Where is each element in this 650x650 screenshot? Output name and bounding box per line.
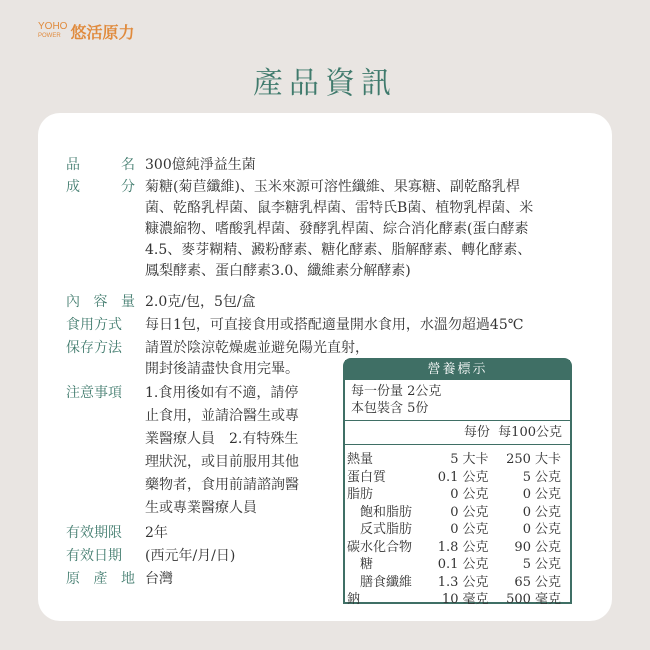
row-label: [66, 475, 135, 496]
row-ingredients: [66, 219, 528, 240]
row-content: [66, 292, 256, 313]
row-notes: [66, 406, 299, 427]
row-ingredients: [66, 177, 520, 198]
row-label: [66, 261, 135, 282]
row-value: 請置於陰涼乾燥處並避免陽光直射，: [145, 340, 369, 356]
label-char: 有效日期: [66, 548, 122, 564]
nutrition-v1: 1.3: [437, 574, 459, 590]
row-usage: [66, 315, 523, 336]
nutrition-name: 飽和脂肪: [347, 504, 413, 520]
row-notes: [66, 452, 299, 473]
nutrition-column-headers: [345, 421, 570, 445]
nutrition-v2: 0: [522, 487, 531, 502]
nutrition-u1: 公克: [462, 557, 489, 572]
row-value: 菊糖(菊苣纖維)、玉米來源可溶性纖維、果寡糖、副乾酪乳桿: [145, 179, 520, 195]
nutrition-name: 碳水化合物: [347, 539, 413, 555]
row-value: 台灣: [145, 571, 173, 587]
label-char: 產: [93, 571, 108, 587]
label-char: 保存方法: [66, 340, 122, 356]
nutrition-name: 脂肪: [347, 487, 374, 502]
nutrition-u1: 大卡: [462, 452, 489, 467]
nutrition-u1: 毫克: [462, 592, 489, 607]
row-value: 藥物者，食用前請諮詢醫: [145, 477, 299, 493]
row-label: [66, 569, 135, 590]
row-value: 1.食用後如有不適，請停: [145, 385, 299, 401]
row-label: [66, 155, 135, 176]
nutrition-v1: 0: [450, 504, 459, 520]
nutrition-row: [345, 451, 570, 469]
nutrition-u2: 公克: [534, 557, 561, 572]
row-expiry: [66, 546, 235, 567]
row-label: [66, 383, 135, 404]
nutrition-u2: 公克: [534, 487, 561, 502]
row-label: [66, 498, 135, 519]
row-label: [66, 546, 135, 567]
nutrition-v1: 0.1: [437, 557, 459, 572]
row-storage: [66, 338, 369, 359]
row-value: 開封後請盡快食用完畢。: [145, 361, 299, 377]
row-shelf-life: [66, 523, 168, 544]
nutrition-row: [345, 469, 570, 487]
nutrition-v2: 0: [522, 522, 531, 537]
nutrition-row: [345, 521, 570, 539]
nutrition-row: [345, 591, 570, 609]
row-label: [66, 240, 135, 261]
row-value: 每日1包，可直接食用或搭配適量開水食用，水溫勿超過45℃: [145, 317, 524, 333]
nutrition-row: [345, 574, 570, 592]
nutrition-v2: 250: [506, 452, 531, 467]
row-label: [66, 406, 135, 427]
label-char: 食用方式: [66, 317, 122, 333]
nutrition-v2: 5: [522, 469, 531, 485]
row-notes: [66, 475, 299, 496]
row-notes: [66, 498, 257, 519]
col-per-serving: 每份: [463, 425, 490, 440]
page-title: 產品資訊: [253, 66, 397, 101]
row-label: [66, 198, 135, 219]
nutrition-row: [345, 539, 570, 557]
row-value: 2年: [145, 525, 168, 541]
row-label: [66, 523, 135, 544]
row-value: 4.5、麥芽糊精、澱粉酵素、糖化酵素、脂解酵素、轉化酵素、: [145, 242, 532, 258]
nutrition-u2: 大卡: [534, 452, 561, 467]
row-label: [66, 315, 135, 336]
serving-info: [345, 380, 570, 421]
label-char: 地: [121, 571, 135, 587]
nutrition-name: 膳食纖維: [347, 574, 413, 590]
nutrition-u2: 公克: [534, 504, 561, 520]
nutrition-name: 鈉: [347, 592, 361, 607]
row-notes: [66, 429, 298, 450]
brand-logo-zh: 悠活原力: [70, 25, 135, 42]
row-value: 止食用，並請洽醫生或專: [145, 408, 299, 424]
row-label: [66, 452, 135, 473]
label-char: 注意事項: [66, 385, 122, 401]
nutrition-u2: 毫克: [534, 592, 561, 607]
row-ingredients: [66, 240, 531, 261]
nutrition-v1: 0.1: [437, 469, 459, 485]
row-label: [66, 338, 135, 359]
brand-logo: [38, 20, 134, 43]
row-value: 300億純淨益生菌: [145, 157, 256, 173]
nutrition-v1: 5: [450, 452, 459, 467]
serving-size: 每一份量 2公克: [351, 384, 442, 399]
row-name: [66, 155, 256, 176]
row-label: [66, 177, 135, 198]
nutrition-v2: 0: [522, 504, 531, 520]
nutrition-v2: 65: [514, 574, 531, 590]
label-char: 成: [66, 179, 80, 195]
nutrition-facts-table: [343, 358, 572, 607]
label-char: 容: [93, 294, 108, 310]
nutrition-u2: 公克: [534, 469, 561, 485]
nutrition-name: 熱量: [347, 452, 374, 467]
col-per-100g: 每100公克: [498, 425, 562, 440]
nutrition-u1: 公克: [462, 574, 489, 590]
label-char: 內: [66, 294, 80, 310]
label-char: 有效期限: [66, 525, 122, 541]
row-label: [66, 359, 135, 380]
nutrition-u2: 公克: [534, 539, 561, 555]
row-value: 2.0克/包，5包/盒: [145, 294, 256, 310]
nutrition-row: [345, 504, 570, 522]
row-notes: [66, 383, 298, 404]
nutrition-u1: 公克: [462, 539, 489, 555]
nutrition-v1: 0: [450, 522, 459, 537]
nutrition-row: [345, 556, 570, 574]
row-storage: [66, 359, 299, 380]
nutrition-u1: 公克: [462, 522, 489, 537]
row-label: [66, 429, 135, 450]
row-value: 業醫療人員 2.有特殊生: [145, 431, 299, 447]
label-char: 名: [121, 157, 135, 173]
nutrition-u2: 公克: [534, 574, 561, 590]
label-char: 品: [66, 157, 80, 173]
nutrition-u1: 公克: [462, 504, 489, 520]
row-ingredients: [66, 261, 411, 282]
row-label: [66, 219, 135, 240]
row-value: 生或專業醫療人員: [145, 500, 257, 516]
row-value: 鳳梨酵素、蛋白酵素3.0、纖維素分解酵素): [145, 263, 411, 279]
servings-per-pack: 本包裝含 5份: [351, 401, 429, 416]
nutrition-row: [345, 486, 570, 504]
nutrition-v2: 90: [514, 539, 531, 555]
row-value: 菌、乾酪乳桿菌、鼠李糖乳桿菌、雷特氏B菌、植物乳桿菌、米: [145, 200, 534, 216]
nutrition-v2: 500: [506, 592, 531, 607]
row-ingredients: [66, 198, 533, 219]
row-value: 糠濃縮物、嗜酸乳桿菌、發酵乳桿菌、綜合消化酵素(蛋白酵素: [145, 221, 529, 237]
nutrition-v1: 10: [441, 592, 459, 607]
nutrition-v2: 5: [522, 557, 531, 572]
label-char: 分: [121, 179, 135, 195]
info-card: [38, 113, 612, 621]
nutrition-u2: 公克: [534, 522, 561, 537]
nutrition-v1: 1.8: [437, 539, 459, 555]
label-char: 原: [66, 571, 80, 587]
row-label: [66, 292, 135, 313]
nutrition-name: 糖: [347, 557, 374, 572]
row-value: (西元年/月/日): [145, 548, 236, 564]
row-value: 理狀況，或目前服用其他: [145, 454, 299, 470]
label-char: 量: [121, 294, 135, 310]
nutrition-u1: 公克: [462, 469, 489, 485]
nutrition-u1: 公克: [462, 487, 489, 502]
row-origin: [66, 569, 173, 590]
nutrition-v1: 0: [450, 487, 459, 502]
nutrition-name: 反式脂肪: [347, 522, 413, 537]
brand-logo-en: YOHO POWER: [38, 21, 68, 39]
nutrition-title: 營養標示: [345, 360, 570, 380]
nutrition-name: 蛋白質: [347, 469, 387, 485]
